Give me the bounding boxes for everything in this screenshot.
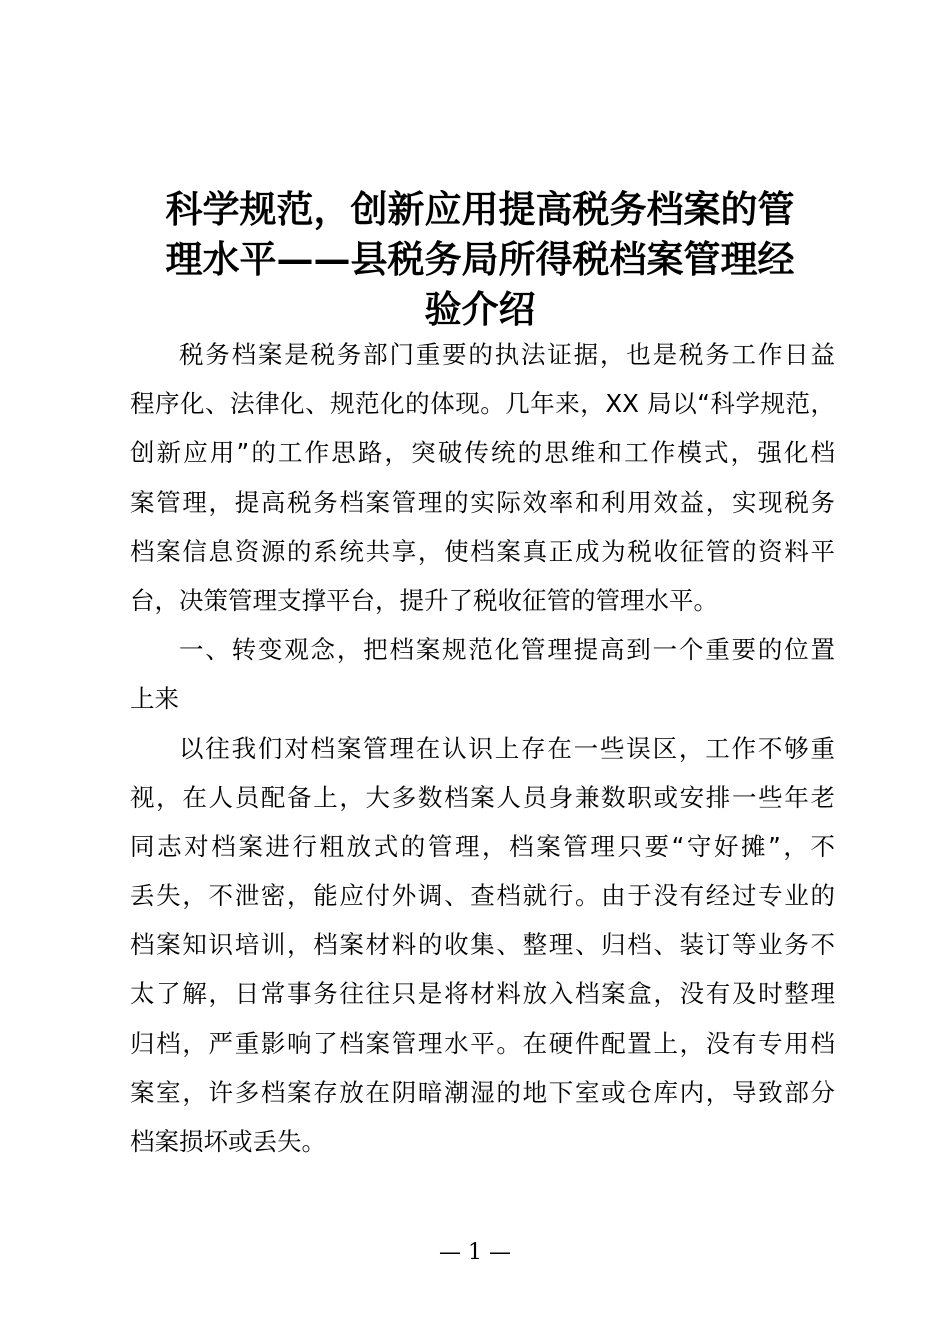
paragraph: [130, 330, 835, 625]
text-line: 档案损坏或丢失。: [130, 1127, 326, 1156]
text-line: 一、转变观念，把档案规范化管理提高到一个重要的位置: [179, 635, 835, 665]
section-heading: [130, 625, 835, 723]
document-body: [130, 330, 835, 1166]
title-line: 科学规范，创新应用提高税务档案的管: [165, 187, 795, 231]
text-line: 案室，许多档案存放在阴暗潮湿的地下室或仓库内，导致部分: [130, 1077, 835, 1107]
page-number: — 1 —: [439, 1240, 511, 1265]
text-line: 台，决策管理支撑平台，提升了税收征管的管理水平。: [130, 585, 718, 615]
text-line: 税务档案是税务部门重要的执法证据，也是税务工作日益: [179, 340, 835, 369]
title-line: 理水平——县税务局所得税档案管理经: [165, 237, 795, 281]
text-line: 视，在人员配备上，大多数档案人员身兼数职或安排一些年老: [130, 782, 835, 812]
text-line: 档案信息资源的系统共享，使档案真正成为税收征管的资料平: [130, 536, 835, 566]
paragraph: [130, 724, 835, 1167]
text-line: 以往我们对档案管理在认识上存在一些误区，工作不够重: [179, 733, 835, 763]
text-line: 太了解，日常事务往往只是将材料放入档案盒，没有及时整理: [130, 979, 835, 1009]
document-title: [110, 184, 850, 334]
text-line: 丢失，不泄密，能应付外调、查档就行。由于没有经过专业的: [130, 881, 835, 911]
text-line: 档案知识培训，档案材料的收集、整理、归档、装订等业务不: [130, 930, 835, 960]
text-line: 创新应用”的工作思路，突破传统的思维和工作模式，强化档: [130, 438, 835, 468]
text-line: 归档，严重影响了档案管理水平。在硬件配置上，没有专用档: [130, 1028, 835, 1058]
text-line: 案管理，提高税务档案管理的实际效率和利用效益，实现税务: [130, 487, 835, 517]
title-line: 验介绍: [424, 287, 536, 331]
text-line: 程序化、法律化、规范化的体现。几年来，XX 局以“科学规范，: [130, 389, 835, 419]
text-line: 上来: [130, 684, 179, 714]
text-line: 同志对档案进行粗放式的管理，档案管理只要“守好摊”，不: [130, 831, 835, 861]
